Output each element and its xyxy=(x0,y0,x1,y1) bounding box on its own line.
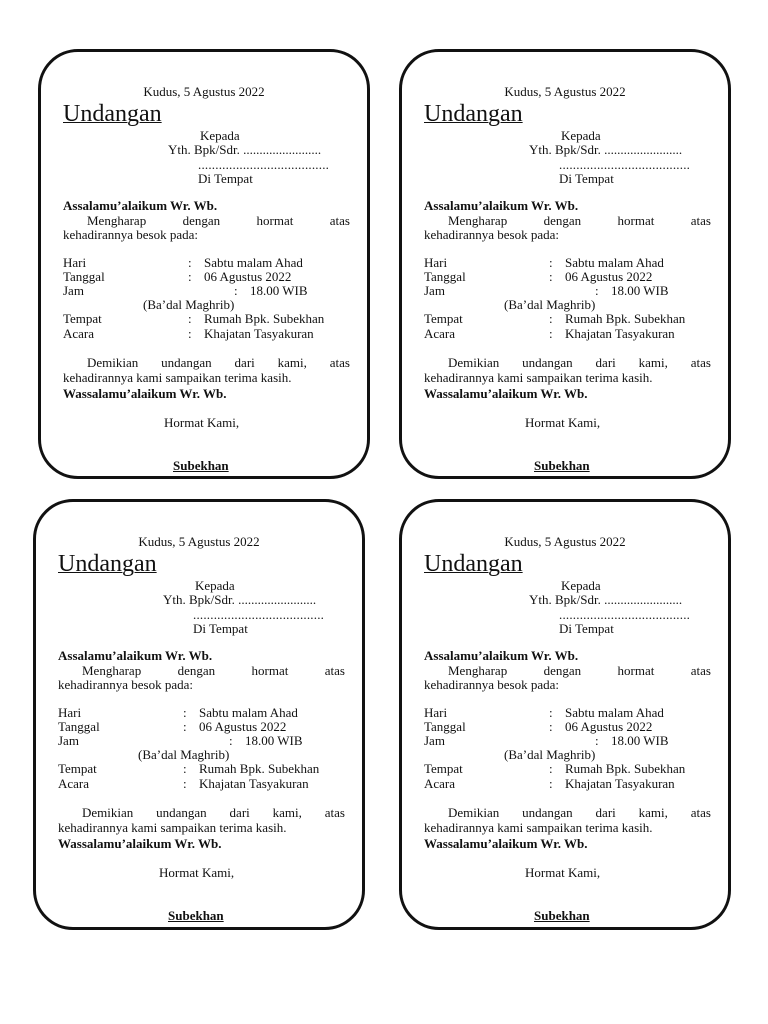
signature-name: Subekhan xyxy=(173,458,229,473)
detail-value-acara: Khajatan Tasyakuran xyxy=(204,326,314,341)
detail-label-tempat: Tempat xyxy=(424,761,463,776)
body-line-2: kehadirannya besok pada: xyxy=(424,677,560,692)
invitation-date: Kudus, 5 Agustus 2022 xyxy=(138,534,260,549)
opening-greeting: Assalamu’alaikum Wr. Wb. xyxy=(424,198,579,213)
detail-label-tempat: Tempat xyxy=(63,311,102,326)
body-line-1: Mengharap dengan hormat atas xyxy=(448,213,711,228)
recipient-kepada: Kepada xyxy=(200,128,240,143)
detail-value-acara: Khajatan Tasyakuran xyxy=(565,326,675,341)
detail-value-hari: Sabtu malam Ahad xyxy=(565,255,664,270)
closing-line-1: Demikian undangan dari kami, atas xyxy=(87,355,350,370)
body-line-2: kehadirannya besok pada: xyxy=(63,227,199,242)
detail-value-tempat: Rumah Bpk. Subekhan xyxy=(204,311,325,326)
closing-greeting: Wassalamu’alaikum Wr. Wb. xyxy=(63,386,227,401)
detail-colon: : xyxy=(549,326,553,341)
recipient-kepada: Kepada xyxy=(195,578,235,593)
body-line-2: kehadirannya besok pada: xyxy=(58,677,194,692)
recipient-name-line: Yth. Bpk/Sdr. ........................ xyxy=(163,592,317,607)
detail-value-jam: 18.00 WIB xyxy=(245,733,303,748)
detail-colon: : xyxy=(549,705,553,720)
recipient-place: Di Tempat xyxy=(559,171,614,186)
invitation-card xyxy=(399,49,731,479)
recipient-kepada: Kepada xyxy=(561,128,601,143)
detail-colon: : xyxy=(183,705,187,720)
invitation-title: Undangan xyxy=(424,551,523,577)
detail-badal-maghrib: (Ba’dal Maghrib) xyxy=(504,297,596,312)
invitation-card xyxy=(399,499,731,930)
closing-line-1: Demikian undangan dari kami, atas xyxy=(448,805,711,820)
invitation-title: Undangan xyxy=(63,101,162,127)
regards: Hormat Kami, xyxy=(159,865,235,880)
detail-colon: : xyxy=(549,776,553,791)
detail-colon: : xyxy=(549,761,553,776)
detail-value-tempat: Rumah Bpk. Subekhan xyxy=(565,311,686,326)
body-line-2: kehadirannya besok pada: xyxy=(424,227,560,242)
detail-label-jam: Jam xyxy=(63,283,84,298)
detail-value-acara: Khajatan Tasyakuran xyxy=(565,776,675,791)
detail-label-hari: Hari xyxy=(63,255,87,270)
detail-colon: : xyxy=(595,733,599,748)
recipient-dotted-line: ...................................... xyxy=(559,157,691,172)
detail-label-acara: Acara xyxy=(63,326,95,341)
detail-label-tanggal: Tanggal xyxy=(424,719,466,734)
detail-label-acara: Acara xyxy=(424,326,456,341)
body-line-1: Mengharap dengan hormat atas xyxy=(448,663,711,678)
recipient-place: Di Tempat xyxy=(198,171,253,186)
detail-value-tempat: Rumah Bpk. Subekhan xyxy=(565,761,686,776)
recipient-dotted-line: ...................................... xyxy=(559,607,691,622)
invitation-date: Kudus, 5 Agustus 2022 xyxy=(143,84,265,99)
regards: Hormat Kami, xyxy=(164,415,240,430)
recipient-name-line: Yth. Bpk/Sdr. ........................ xyxy=(529,592,683,607)
detail-label-tanggal: Tanggal xyxy=(424,269,466,284)
detail-colon: : xyxy=(229,733,233,748)
closing-line-2: kehadirannya kami sampaikan terima kasih. xyxy=(63,370,292,385)
detail-value-tanggal: 06 Agustus 2022 xyxy=(199,719,287,734)
detail-colon: : xyxy=(188,269,192,284)
regards: Hormat Kami, xyxy=(525,865,601,880)
recipient-place: Di Tempat xyxy=(193,621,248,636)
detail-colon: : xyxy=(549,311,553,326)
recipient-name-line: Yth. Bpk/Sdr. ........................ xyxy=(168,142,322,157)
recipient-kepada: Kepada xyxy=(561,578,601,593)
signature-name: Subekhan xyxy=(534,458,590,473)
detail-colon: : xyxy=(595,283,599,298)
detail-colon: : xyxy=(234,283,238,298)
closing-greeting: Wassalamu’alaikum Wr. Wb. xyxy=(424,836,588,851)
closing-line-1: Demikian undangan dari kami, atas xyxy=(82,805,345,820)
body-line-1: Mengharap dengan hormat atas xyxy=(87,213,350,228)
signature-name: Subekhan xyxy=(168,908,224,923)
detail-label-tempat: Tempat xyxy=(58,761,97,776)
closing-line-2: kehadirannya kami sampaikan terima kasih. xyxy=(58,820,287,835)
detail-colon: : xyxy=(188,311,192,326)
detail-colon: : xyxy=(549,255,553,270)
invitation-title: Undangan xyxy=(424,101,523,127)
body-line-1: Mengharap dengan hormat atas xyxy=(82,663,345,678)
detail-label-hari: Hari xyxy=(424,255,448,270)
detail-value-jam: 18.00 WIB xyxy=(250,283,308,298)
detail-value-jam: 18.00 WIB xyxy=(611,283,669,298)
invitation-title: Undangan xyxy=(58,551,157,577)
invitation-card xyxy=(33,499,365,930)
detail-value-hari: Sabtu malam Ahad xyxy=(565,705,664,720)
detail-value-acara: Khajatan Tasyakuran xyxy=(199,776,309,791)
detail-label-jam: Jam xyxy=(424,733,445,748)
detail-colon: : xyxy=(549,719,553,734)
closing-greeting: Wassalamu’alaikum Wr. Wb. xyxy=(424,386,588,401)
detail-colon: : xyxy=(183,719,187,734)
detail-colon: : xyxy=(183,761,187,776)
detail-value-tanggal: 06 Agustus 2022 xyxy=(565,719,653,734)
invitation-date: Kudus, 5 Agustus 2022 xyxy=(504,534,626,549)
closing-line-2: kehadirannya kami sampaikan terima kasih. xyxy=(424,370,653,385)
closing-line-1: Demikian undangan dari kami, atas xyxy=(448,355,711,370)
detail-colon: : xyxy=(549,269,553,284)
regards: Hormat Kami, xyxy=(525,415,601,430)
invitation-card xyxy=(38,49,370,479)
opening-greeting: Assalamu’alaikum Wr. Wb. xyxy=(58,648,213,663)
detail-value-hari: Sabtu malam Ahad xyxy=(199,705,298,720)
detail-badal-maghrib: (Ba’dal Maghrib) xyxy=(143,297,235,312)
opening-greeting: Assalamu’alaikum Wr. Wb. xyxy=(63,198,218,213)
detail-value-tempat: Rumah Bpk. Subekhan xyxy=(199,761,320,776)
recipient-dotted-line: ...................................... xyxy=(198,157,330,172)
detail-value-hari: Sabtu malam Ahad xyxy=(204,255,303,270)
detail-value-tanggal: 06 Agustus 2022 xyxy=(565,269,653,284)
detail-label-hari: Hari xyxy=(424,705,448,720)
detail-label-acara: Acara xyxy=(58,776,90,791)
closing-greeting: Wassalamu’alaikum Wr. Wb. xyxy=(58,836,222,851)
detail-label-tanggal: Tanggal xyxy=(58,719,100,734)
detail-label-tanggal: Tanggal xyxy=(63,269,105,284)
signature-name: Subekhan xyxy=(534,908,590,923)
recipient-place: Di Tempat xyxy=(559,621,614,636)
invitation-date: Kudus, 5 Agustus 2022 xyxy=(504,84,626,99)
detail-value-jam: 18.00 WIB xyxy=(611,733,669,748)
opening-greeting: Assalamu’alaikum Wr. Wb. xyxy=(424,648,579,663)
recipient-dotted-line: ...................................... xyxy=(193,607,325,622)
closing-line-2: kehadirannya kami sampaikan terima kasih. xyxy=(424,820,653,835)
detail-badal-maghrib: (Ba’dal Maghrib) xyxy=(138,747,230,762)
detail-label-tempat: Tempat xyxy=(424,311,463,326)
recipient-name-line: Yth. Bpk/Sdr. ........................ xyxy=(529,142,683,157)
detail-label-acara: Acara xyxy=(424,776,456,791)
detail-label-jam: Jam xyxy=(424,283,445,298)
detail-colon: : xyxy=(188,326,192,341)
detail-label-jam: Jam xyxy=(58,733,79,748)
detail-value-tanggal: 06 Agustus 2022 xyxy=(204,269,292,284)
detail-label-hari: Hari xyxy=(58,705,82,720)
detail-colon: : xyxy=(183,776,187,791)
detail-colon: : xyxy=(188,255,192,270)
detail-badal-maghrib: (Ba’dal Maghrib) xyxy=(504,747,596,762)
